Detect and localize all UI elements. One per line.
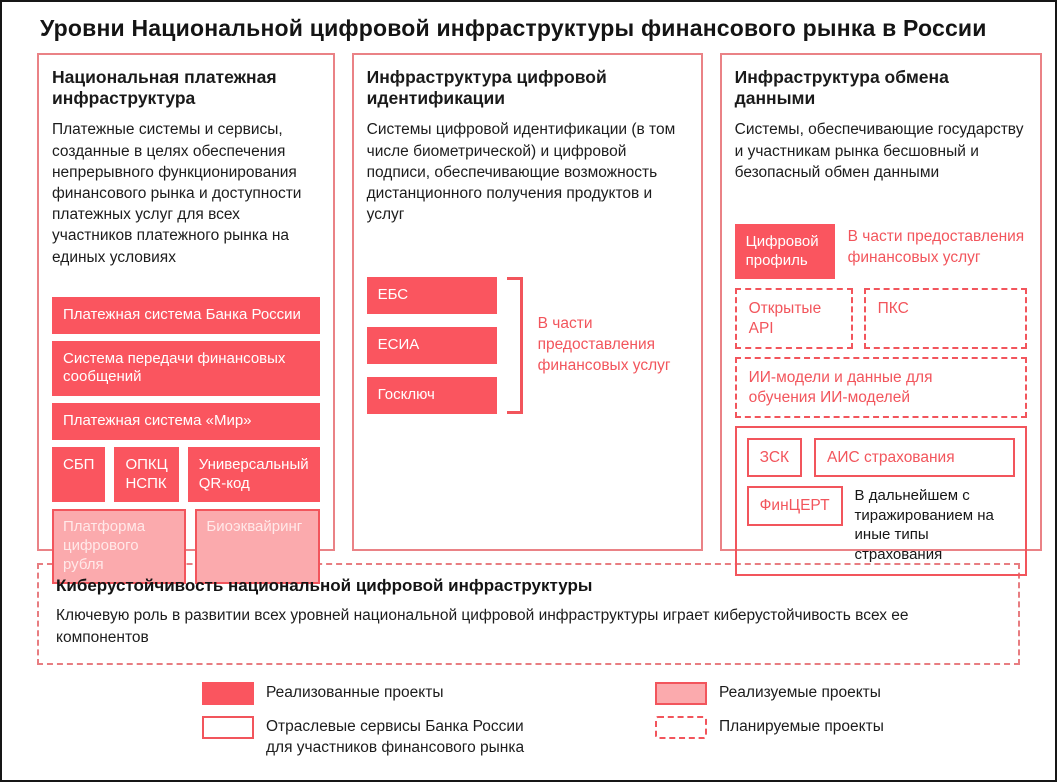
identification-boxes-stack xyxy=(367,277,497,413)
levels-columns xyxy=(37,53,1025,573)
legend-item-in-progress xyxy=(655,682,1019,705)
box-financial-messaging-system: Система передачи финансовых сообщений xyxy=(52,341,320,397)
box-esia: ЕСИА xyxy=(367,327,497,364)
realized-swatch xyxy=(202,682,254,705)
legend-label: Планируемые проекты xyxy=(719,718,884,736)
cyber-resilience-text: Ключевую роль в развитии всех уровней национальной цифровой инфраструктуры играет киберустойчивость всех ее компонентов xyxy=(56,607,909,646)
legend-label: Реализуемые проекты xyxy=(719,684,881,702)
identification-group xyxy=(367,277,688,413)
insurance-row-1 xyxy=(747,438,1015,477)
insurance-row-2 xyxy=(747,486,1015,564)
digital-profile-row xyxy=(735,224,1027,280)
bracket-shape xyxy=(507,277,523,413)
financial-services-note: В части предоставления финансовых услуг xyxy=(537,315,671,375)
planned-boxes-row xyxy=(735,288,1027,349)
legend-label: Реализованные проекты xyxy=(266,684,444,702)
legend xyxy=(202,682,1019,768)
panel-heading: Инфраструктура цифровой идентификации xyxy=(366,67,607,108)
box-ai-models xyxy=(735,357,1027,418)
box-digital-ruble-platform: Платформа цифрового рубля xyxy=(52,509,186,583)
payment-boxes-row-pink xyxy=(52,509,320,583)
panel-description: Системы цифровой идентификации (в том числе биометрической) и цифровой подписи, обеспечивающие возможность дистанционного получения продуктов и услуг xyxy=(366,121,676,224)
box-digital-profile: Цифровой профиль xyxy=(735,224,835,280)
box-open-api: Открытые API xyxy=(735,288,853,349)
cyber-resilience-section xyxy=(37,563,1020,665)
ai-models-label: ИИ-модели и данные для обучения ИИ-моделей xyxy=(748,369,933,406)
legend-label: Отраслевые сервисы Банка России для участников финансового рынка xyxy=(266,718,525,756)
industry-services-swatch xyxy=(202,716,254,739)
box-zsk: ЗСК xyxy=(747,438,802,477)
panel-description: Системы, обеспечивающие государству и участникам рынка бесшовный и безопасный обмен данными xyxy=(734,121,1024,181)
box-payment-system-bank-of-russia: Платежная система Банка России xyxy=(52,297,320,334)
page-title: Уровни Национальной цифровой инфраструктуры финансового рынка в России xyxy=(40,15,987,41)
planned-swatch xyxy=(655,716,707,739)
panel-digital-identification xyxy=(352,53,703,551)
panel-description: Платежные системы и сервисы, созданные в целях обеспечения непрерывного функционирования финансового рынка и доступности платежных услуг для всех участников платежного рынка на единых условиях xyxy=(52,121,302,266)
insurance-services-container xyxy=(735,426,1027,576)
box-pks: ПКС xyxy=(864,288,1027,349)
box-universal-qr-code: Универсальный QR-код xyxy=(188,447,320,503)
legend-item-planned xyxy=(655,716,1019,739)
financial-services-note: В части предоставления финансовых услуг xyxy=(847,227,1025,266)
payment-boxes-row-small xyxy=(52,447,320,503)
payment-boxes-stack xyxy=(52,297,320,584)
box-ebs: ЕБС xyxy=(367,277,497,314)
panel-heading: Инфраструктура обмена данными xyxy=(734,67,949,108)
legend-column-left xyxy=(202,682,655,768)
box-ais-insurance: АИС страхования xyxy=(814,438,1015,477)
panel-heading: Национальная платежная инфраструктура xyxy=(52,67,277,108)
legend-item-realized xyxy=(202,682,655,705)
box-fincert: ФинЦЕРТ xyxy=(747,486,843,525)
cyber-resilience-heading: Киберустойчивость национальной цифровой инфраструктуры xyxy=(56,576,593,595)
insurance-expansion-note: В дальнейшем с тиражированием на иные типы страхования xyxy=(854,487,994,563)
box-bioacquiring: Биоэквайринг xyxy=(195,509,319,583)
legend-column-right xyxy=(655,682,1019,768)
box-sbp: СБП xyxy=(52,447,105,503)
box-goskey: Госключ xyxy=(367,377,497,414)
in-progress-swatch xyxy=(655,682,707,705)
panel-payment-infrastructure xyxy=(37,53,335,573)
box-opkc-nspk: ОПКЦ НСПК xyxy=(114,447,178,503)
box-mir-payment-system: Платежная система «Мир» xyxy=(52,403,320,440)
legend-item-industry-services xyxy=(202,716,655,757)
panel-data-exchange xyxy=(720,53,1042,563)
